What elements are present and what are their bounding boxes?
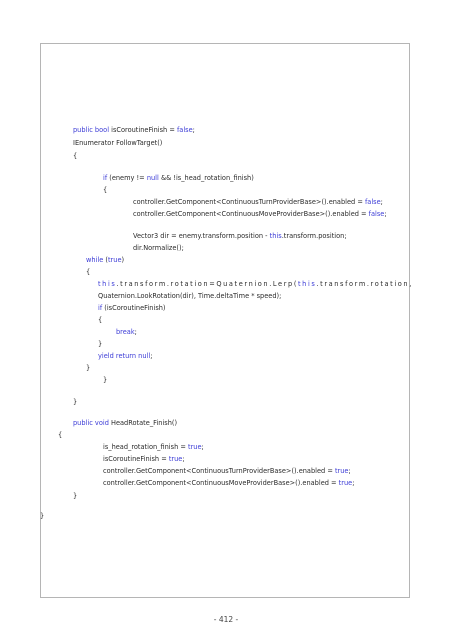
code-text: ; [134, 328, 137, 336]
code-keyword: public bool [73, 126, 110, 134]
code-text: controller.GetComponent<ContinuousTurnProviderBase>().enabled = [103, 467, 335, 475]
code-line [103, 174, 254, 183]
code-text: ; [380, 198, 383, 206]
code-line [133, 210, 387, 219]
page-number: - 412 - [213, 615, 239, 624]
code-text: controller.GetComponent<ContinuousMoveProviderBase>().enabled = [133, 210, 369, 218]
code-text: { [98, 316, 103, 324]
code-line [73, 126, 195, 135]
code-keyword: true [187, 443, 202, 451]
code-keyword: this [269, 232, 282, 240]
code-line [73, 139, 162, 148]
code-text: HeadRotate_Finish() [108, 419, 178, 427]
code-text: } [40, 512, 45, 520]
code-text: (isCoroutineFinish) [102, 304, 166, 312]
code-line [103, 376, 107, 385]
code-text: { [58, 431, 63, 439]
code-line [103, 455, 185, 464]
code-text: ; [182, 455, 185, 463]
code-text: Quaternion.LookRotation(dir), Time.deltaTime * speed); [98, 292, 282, 300]
code-keyword: public void [73, 419, 109, 427]
code-keyword: this [98, 280, 117, 288]
code-text: ; [348, 467, 351, 475]
code-line [98, 280, 413, 289]
code-text: { [103, 186, 108, 194]
code-text: ; [384, 210, 387, 218]
code-keyword: while [86, 256, 104, 264]
code-keyword: true [338, 479, 353, 487]
code-keyword: true [168, 455, 183, 463]
code-keyword: true [334, 467, 349, 475]
code-text: } [98, 340, 103, 348]
code-line [86, 256, 124, 265]
code-keyword: if [103, 174, 108, 182]
code-line [98, 292, 281, 301]
code-line [116, 328, 137, 337]
code-line [133, 244, 184, 253]
code-text: controller.GetComponent<ContinuousTurnProviderBase>().enabled = [133, 198, 365, 206]
code-text: ( [103, 256, 108, 264]
code-line [40, 512, 44, 521]
code-text: && !is_head_rotation_finish) [158, 174, 254, 182]
code-line [103, 479, 354, 488]
code-keyword: false [368, 210, 385, 218]
code-text: .transform.rotation, [316, 280, 413, 288]
code-keyword: false [364, 198, 381, 206]
code-line [103, 186, 107, 195]
code-text: controller.GetComponent<ContinuousMoveProviderBase>().enabled = [103, 479, 339, 487]
code-line [73, 398, 77, 407]
code-line [133, 232, 347, 241]
code-text: Vector3 dir = enemy.transform.position - [133, 232, 270, 240]
code-text: { [73, 152, 78, 160]
code-line [73, 492, 77, 501]
code-text: } [86, 364, 91, 372]
code-line [98, 304, 166, 313]
code-text: } [73, 492, 78, 500]
code-keyword: break [116, 328, 135, 336]
code-line [73, 152, 77, 161]
code-keyword: false [176, 126, 193, 134]
code-text: IEnumerator FollowTarget() [73, 139, 163, 147]
code-text: ) [121, 256, 125, 264]
code-text: ; [352, 479, 355, 487]
code-line [103, 467, 351, 476]
code-line [98, 316, 102, 325]
code-text: .transform.rotation=Quaternion.Lerp( [116, 280, 298, 288]
code-line [98, 352, 152, 361]
code-keyword: true [107, 256, 122, 264]
code-text: ; [192, 126, 195, 134]
code-keyword: if [98, 304, 103, 312]
code-text: } [103, 376, 108, 384]
code-text: isCoroutineFinish = [103, 455, 169, 463]
code-text: dir.Normalize(); [133, 244, 184, 252]
code-line [133, 198, 383, 207]
code-line [73, 419, 177, 428]
code-keyword: this [298, 280, 317, 288]
code-text: isCoroutineFinish = [109, 126, 177, 134]
code-text: is_head_rotation_finish = [103, 443, 188, 451]
code-text: } [73, 398, 78, 406]
code-keyword: null [146, 174, 159, 182]
code-text: { [86, 268, 91, 276]
code-line [58, 431, 62, 440]
code-text: .transform.position; [281, 232, 347, 240]
code-text: ; [150, 352, 153, 360]
code-text: ; [201, 443, 204, 451]
code-line [86, 364, 90, 373]
code-text: (enemy != [107, 174, 147, 182]
code-keyword: yield return null [98, 352, 151, 360]
code-line [103, 443, 204, 452]
code-line [86, 268, 90, 277]
code-line [98, 340, 102, 349]
